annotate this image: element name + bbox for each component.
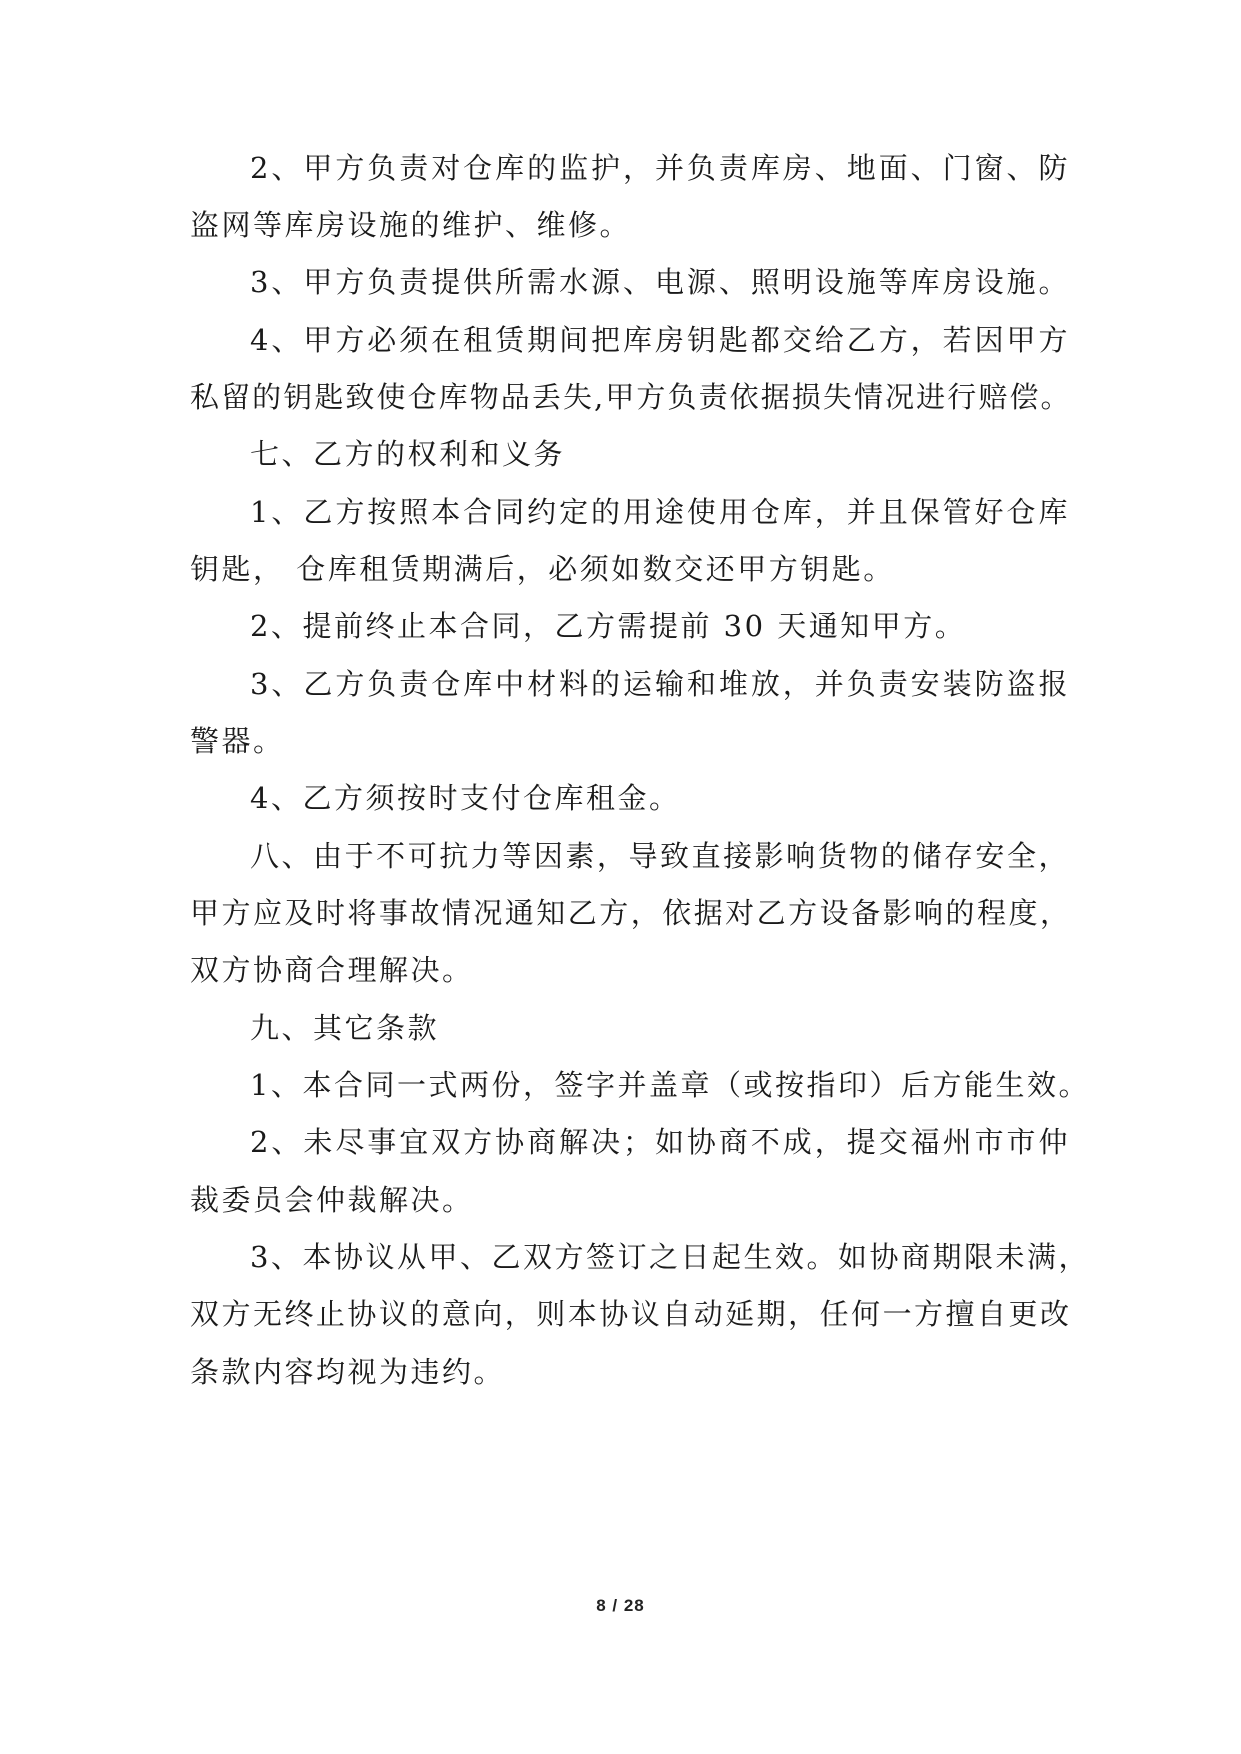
clause-9-3-line-3: 条款内容均视为违约。 [190,1355,506,1389]
clause-6-3: 3、甲方负责提供所需水源、电源、照明设施等库房设施。 [250,265,1070,299]
clause-9-2-line-1: 2、未尽事宜双方协商解决；如协商不成，提交福州市市仲 [250,1125,1070,1159]
clause-6-2-line-2: 盗网等库房设施的维护、维修。 [190,208,632,242]
clause-6-4-line-1: 4、甲方必须在租赁期间把库房钥匙都交给乙方，若因甲方 [250,323,1070,357]
section-8-line-2: 甲方应及时将事故情况通知乙方，依据对乙方设备影响的程度， [190,896,1070,930]
clause-7-3-line-2: 警器。 [190,724,285,758]
clause-9-3-line-2: 双方无终止协议的意向，则本协议自动延期，任何一方擅自更改 [190,1297,1070,1331]
clause-7-3-line-1: 3、乙方负责仓库中材料的运输和堆放，并负责安装防盗报 [250,667,1070,701]
clause-9-1: 1、本合同一式两份，签字并盖章（或按指印）后方能生效。 [250,1068,1090,1102]
section-7-heading: 七、乙方的权利和义务 [250,437,566,471]
clause-7-1-line-2: 钥匙， 仓库租赁期满后，必须如数交还甲方钥匙。 [190,552,895,586]
section-8-line-3: 双方协商合理解决。 [190,953,474,987]
clause-7-4: 4、乙方须按时支付仓库租金。 [250,781,681,815]
clause-7-2: 2、提前终止本合同，乙方需提前 30 天通知甲方。 [250,609,967,643]
page-number: 8 / 28 [596,1596,645,1615]
section-9-heading: 九、其它条款 [250,1011,440,1045]
clause-6-2-line-1: 2、甲方负责对仓库的监护，并负责库房、地面、门窗、防 [250,151,1070,185]
section-8-line-1: 八、由于不可抗力等因素，导致直接影响货物的储存安全， [250,839,1070,873]
clause-9-2-line-2: 裁委员会仲裁解决。 [190,1183,474,1217]
clause-7-1-line-1: 1、乙方按照本合同约定的用途使用仓库，并且保管好仓库 [250,495,1070,529]
clause-6-4-line-2: 私留的钥匙致使仓库物品丢失,甲方负责依据损失情况进行赔偿。 [190,380,1070,414]
clause-9-3-line-1: 3、本协议从甲、乙双方签订之日起生效。如协商期限未满， [250,1240,1090,1274]
